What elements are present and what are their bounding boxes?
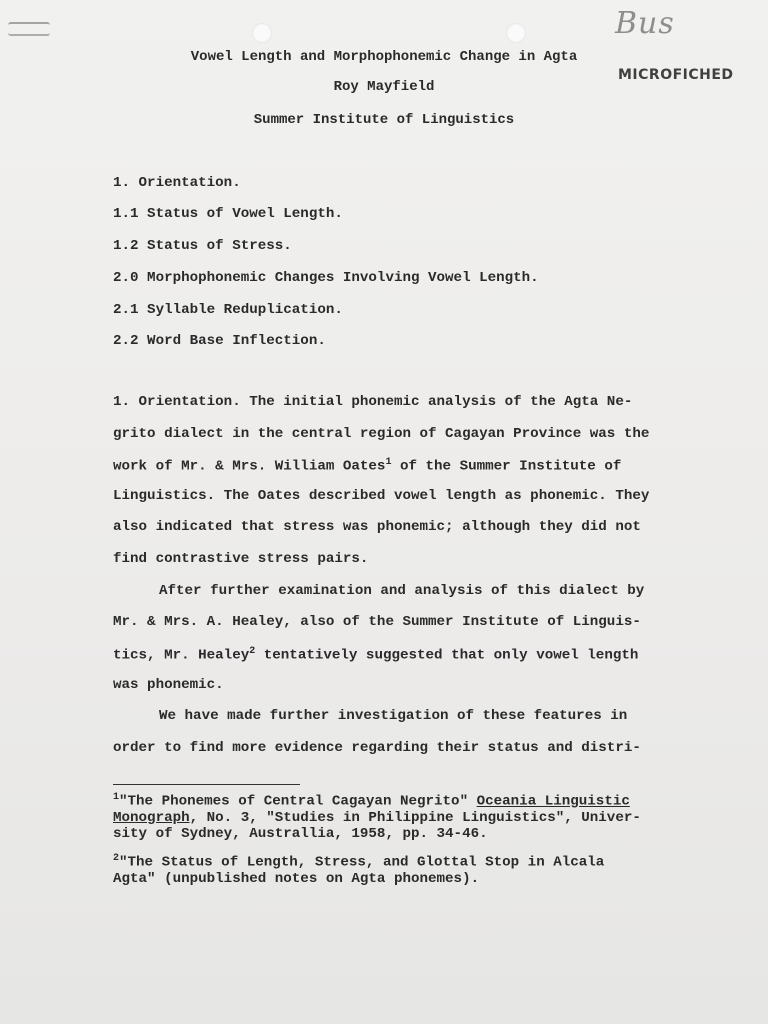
body-text: tentatively suggested that only vowel length (255, 647, 639, 664)
body-line: was phonemic. (113, 677, 224, 693)
microfiched-stamp: MICROFICHED (618, 67, 734, 83)
body-line: Mr. & Mrs. A. Healey, also of the Summer Institute of Linguis- (113, 614, 641, 630)
punch-hole-right (506, 23, 526, 43)
toc-item: 2.0 Morphophonemic Changes Involving Vowel Length. (113, 270, 539, 286)
toc-item: 1.2 Status of Stress. (113, 238, 292, 254)
toc-item: 2.2 Word Base Inflection. (113, 333, 326, 349)
footnote-journal: Oceania Linguistic (476, 793, 630, 810)
footnote-line: Agta" (unpublished notes on Agta phonemes). (113, 871, 480, 887)
body-line: 1. Orientation. The initial phonemic analysis of the Agta Ne- (113, 394, 633, 410)
footnote-line (113, 792, 630, 810)
body-text: work of Mr. & Mrs. William Oates (113, 458, 386, 475)
punch-hole-left (252, 23, 272, 43)
affiliation: Summer Institute of Linguistics (253, 112, 515, 128)
author-name: Roy Mayfield (333, 79, 435, 95)
footnote-number: 2 (113, 853, 120, 864)
body-line (113, 646, 638, 664)
footnote-number: 1 (113, 792, 120, 803)
body-text: tics, Mr. Healey (113, 647, 250, 664)
toc-item: 1. Orientation. (113, 175, 241, 191)
body-line: also indicated that stress was phonemic; although they did not (113, 519, 641, 535)
body-line: order to find more evidence regarding their status and distri- (113, 740, 641, 756)
footnote-text: "The Status of Length, Stress, and Glottal Stop in Alcala (119, 854, 605, 871)
body-line: find contrastive stress pairs. (113, 551, 369, 567)
document-title: Vowel Length and Morphophonemic Change in Agta (190, 49, 578, 65)
body-line: Linguistics. The Oates described vowel length as phonemic. They (113, 488, 650, 504)
toc-item: 1.1 Status of Vowel Length. (113, 206, 343, 222)
footnote-text: , No. 3, "Studies in Philippine Linguistics", Univer- (189, 810, 641, 826)
body-line: After further examination and analysis of this dialect by (159, 583, 645, 599)
footnote-text: "The Phonemes of Central Cagayan Negrito" (119, 793, 477, 810)
footnote-ref: 2 (249, 646, 256, 657)
body-text: of the Summer Institute of (391, 458, 622, 475)
footnote-line: sity of Sydney, Australlia, 1958, pp. 34-46. (113, 826, 488, 842)
footnote-ref: 1 (385, 457, 392, 468)
footnote-line (113, 810, 641, 826)
body-line (113, 457, 621, 475)
footnote-journal: Monograph (113, 810, 190, 826)
toc-item: 2.1 Syllable Reduplication. (113, 302, 343, 318)
footnote-line (113, 853, 604, 871)
handwritten-note: Bus (615, 6, 675, 41)
footnote-divider (113, 784, 300, 785)
body-line: We have made further investigation of these features in (159, 708, 628, 724)
staple-mark (8, 22, 50, 36)
body-line: grito dialect in the central region of Cagayan Province was the (113, 426, 650, 442)
